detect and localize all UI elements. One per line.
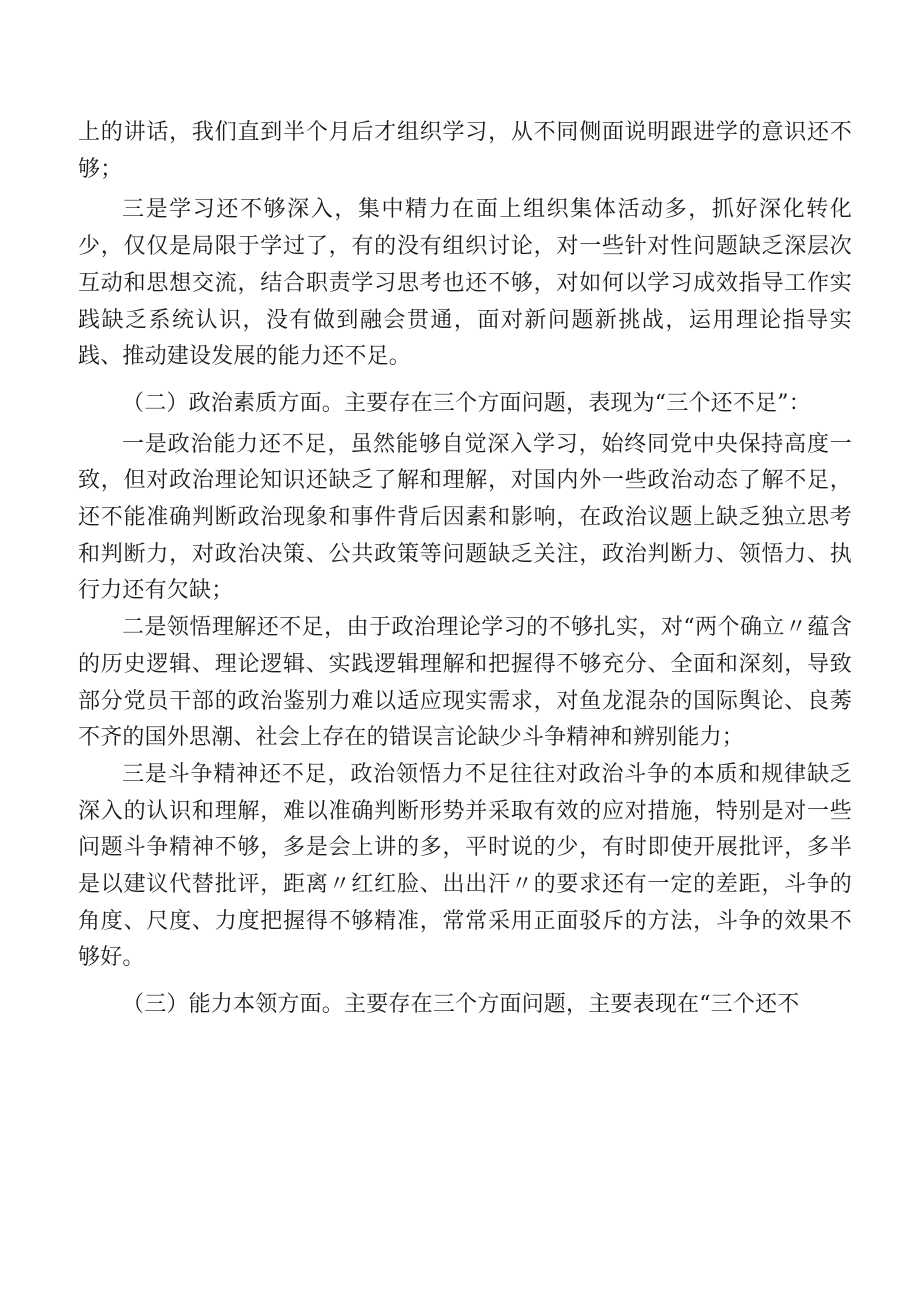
paragraph-study-depth: 三是学习还不够深入，集中精力在面上组织集体活动多，抓好深化转化少，仅仅是局限于学过了，有的没有组织讨论，对一些针对性问题缺乏深层次互动和思想交流，结合职责学习思考也还不够，对如何以学习成效指导工作实践缺乏系统认识，没有做到融会贯通，面对新问题新挑战，运用理论指导实践、推动建设发展的能力还不足。 bbox=[78, 197, 852, 370]
paragraph-political-ability: 一是政治能力还不足，虽然能够自觉深入学习，始终同党中央保持高度一致，但对政治理论知识还缺乏了解和理解，对国内外一些政治动态了解不足，还不能准确判断政治现象和事件背后因素和影响，在政治议题上缺乏独立思考和判断力，对政治决策、公共政策等问题缺乏关注，政治判断力、领悟力、执行力还有欠缺； bbox=[78, 431, 852, 604]
paragraph-struggle-spirit: 三是斗争精神还不足，政治领悟力不足往往对政治斗争的本质和规律缺乏深入的认识和理解，难以准确判断形势并采取有效的应对措施，特别是对一些问题斗争精神不够，多是会上讲的多，平时说的少，有时即使开展批评，多半是以建议代替批评，距离〃红红脸、出出汗〃的要求还有一定的差距，斗争的角度、尺度、力度把握得不够精准，常常采用正面驳斥的方法，斗争的效果不够好。 bbox=[78, 761, 852, 971]
section-heading-political-quality: （二）政治素质方面。主要存在三个方面问题，表现为“三个还不足”： bbox=[122, 390, 811, 416]
paragraph-comprehension: 二是领悟理解还不足，由于政治理论学习的不够扎实，对“两个确立〃蕴含的历史逻辑、理论逻辑、实践逻辑理解和把握得不够充分、全面和深刻，导致部分党员干部的政治鉴别力难以适应现实需求，对鱼龙混杂的国际舆论、良莠不齐的国外思潮、社会上存在的错误言论缺少斗争精神和辨别能力； bbox=[78, 615, 852, 751]
section-heading-ability: （三）能力本领方面。主要存在三个方面问题，主要表现在“三个还不 bbox=[122, 992, 800, 1018]
document-page bbox=[78, 115, 852, 1024]
paragraph-continuation: 上的讲话，我们直到半个月后才组织学习，从不同侧面说明跟进学的意识还不够； bbox=[78, 120, 852, 182]
